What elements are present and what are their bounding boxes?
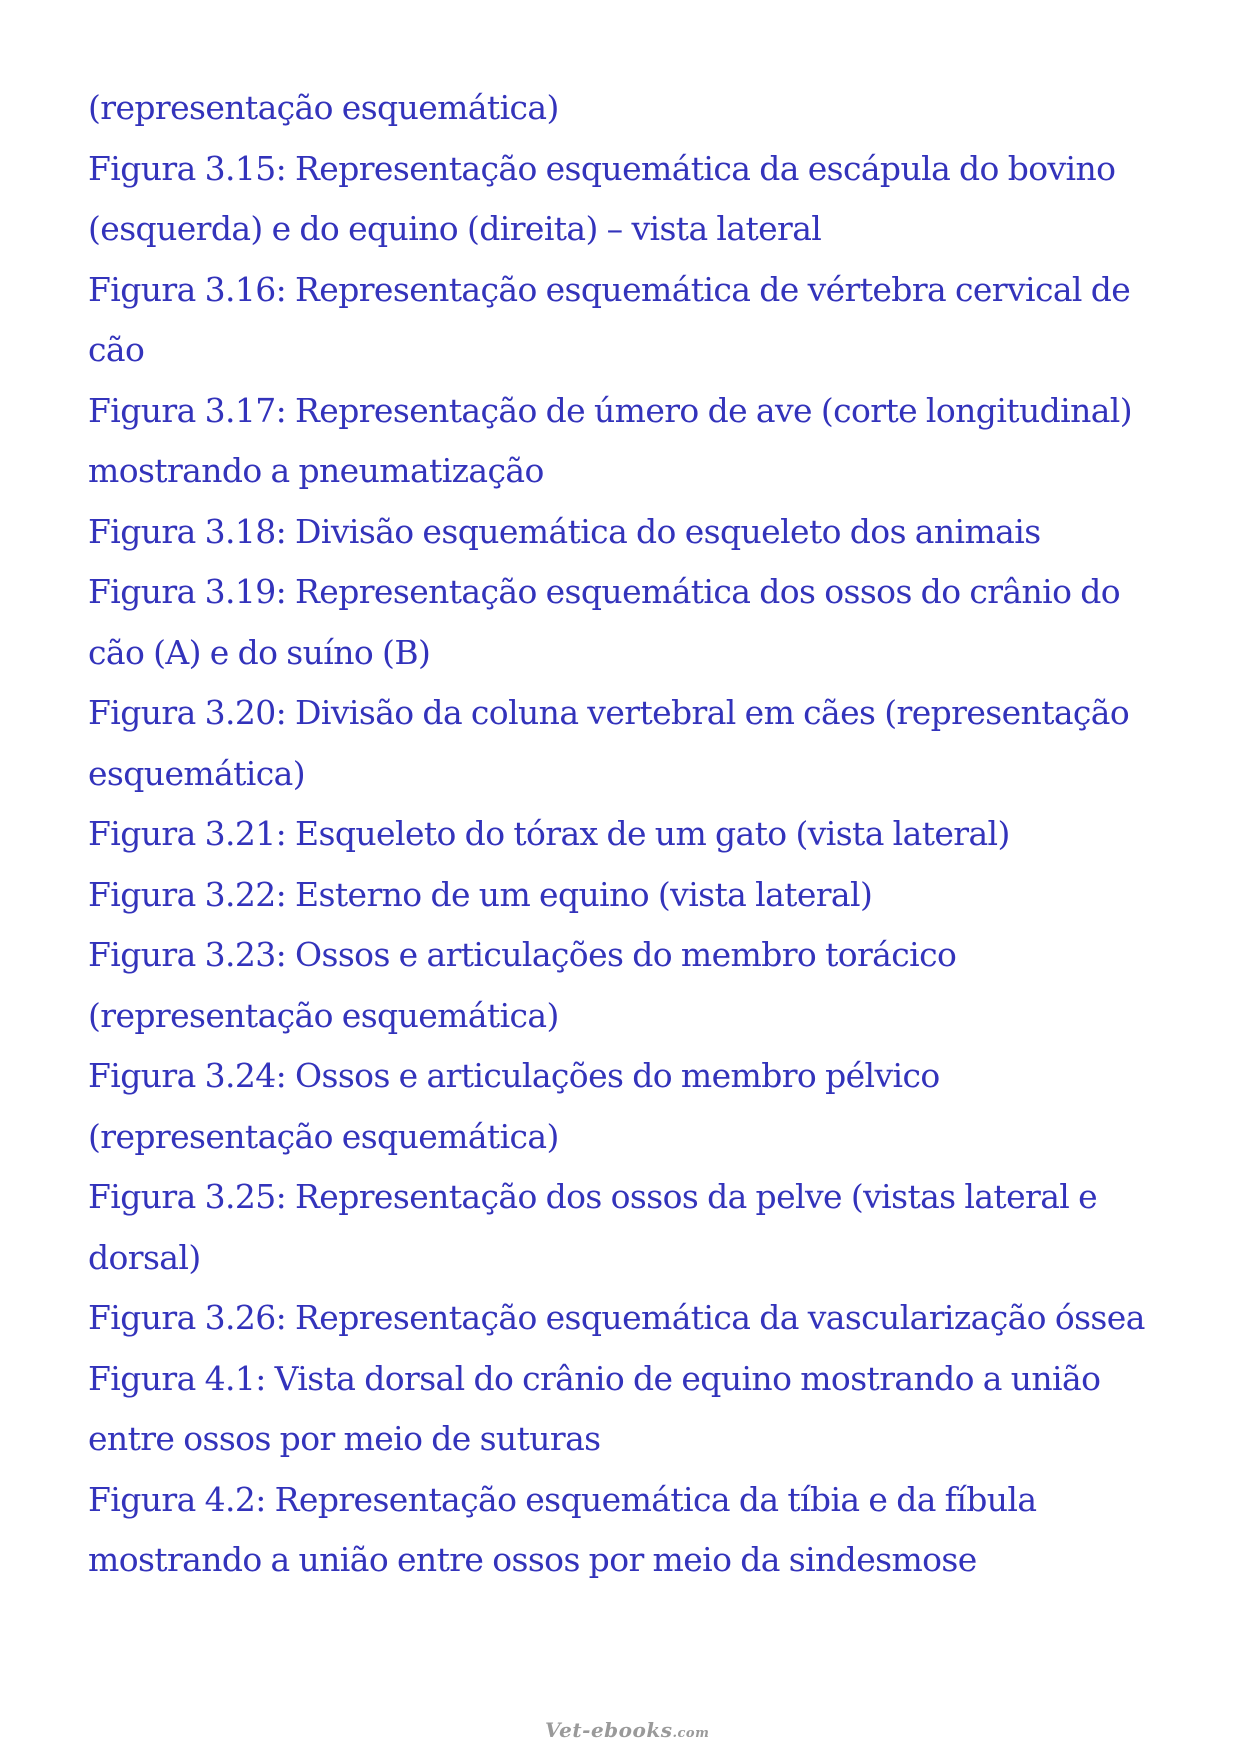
- figure-link-3-21[interactable]: Figura 3.21: Esqueleto do tórax de um gato (vista lateral): [88, 814, 1010, 853]
- figure-link-3-25[interactable]: Figura 3.25: Representação dos ossos da pelve (vistas lateral e dorsal): [88, 1177, 1098, 1277]
- figure-link-3-18[interactable]: Figura 3.18: Divisão esquemática do esqueleto dos animais: [88, 511, 1041, 551]
- figure-link-3-17[interactable]: Figura 3.17: Representação de úmero de ave (corte longitudinal) mostrando a pneumatização: [88, 390, 1133, 490]
- figure-link-4-2[interactable]: Figura 4.2: Representação esquemática da tíbia e da fíbula mostrando a união entre ossos por meio da sindesmose: [88, 1479, 1037, 1579]
- figure-link-3-23[interactable]: Figura 3.23: Ossos e articulações do membro torácico (representação esquemática): [88, 935, 957, 1035]
- figure-link-3-22[interactable]: Figura 3.22: Esterno de um equino (vista lateral): [88, 874, 873, 914]
- figure-link-3-26[interactable]: Figura 3.26: Representação esquemática da vascularização óssea: [88, 1298, 1145, 1337]
- figure-link-3-24[interactable]: Figura 3.24: Ossos e articulações do membro pélvico (representação esquemática): [88, 1056, 940, 1156]
- figure-link-4-1[interactable]: Figura 4.1: Vista dorsal do crânio de equino mostrando a união entre ossos por meio de suturas: [88, 1358, 1101, 1458]
- figure-link-3-19[interactable]: Figura 3.19: Representação esquemática dos ossos do crânio do cão (A) e do suíno (B): [88, 572, 1121, 672]
- watermark-name: Vet-ebooks: [545, 1718, 673, 1742]
- figure-link-3-20[interactable]: Figura 3.20: Divisão da coluna vertebral em cães (representação esquemática): [88, 693, 1130, 793]
- watermark-logo: [545, 1718, 709, 1742]
- figure-list: [88, 78, 1178, 1591]
- watermark-domain: .com: [672, 1726, 710, 1741]
- figure-link-3-16[interactable]: Figura 3.16: Representação esquemática de vértebra cervical de cão: [88, 269, 1131, 369]
- figure-link-3-15[interactable]: Figura 3.15: Representação esquemática da escápula do bovino (esquerda) e do equino (direita) – vista lateral: [88, 148, 1116, 248]
- figure-link-continuation[interactable]: (representação esquemática): [88, 88, 559, 127]
